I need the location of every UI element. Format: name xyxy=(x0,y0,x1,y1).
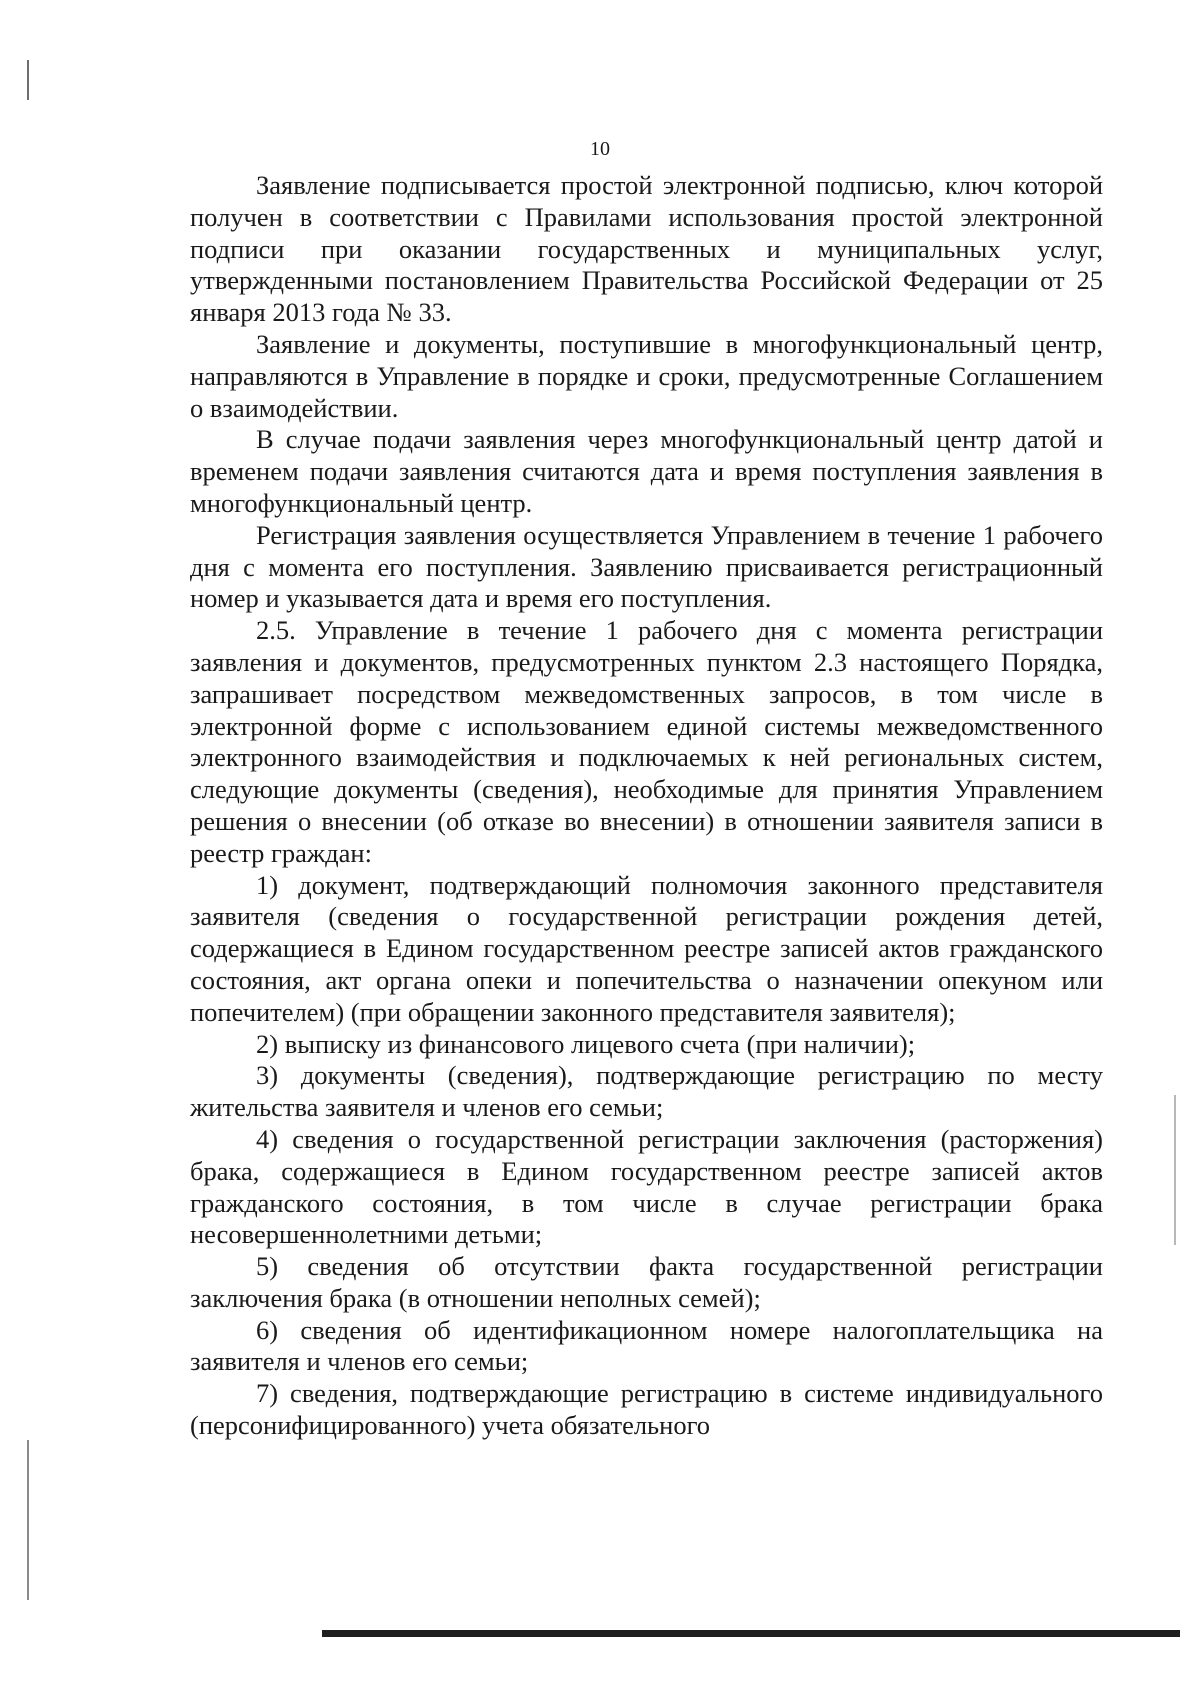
paragraph: Регистрация заявления осуществляется Управлением в течение 1 рабочего дня с момента его поступления. Заявлению присваивается регистрационный номер и указывается дата и время его поступления. xyxy=(190,519,1103,614)
paragraph: Заявление подписывается простой электронной подписью, ключ которой получен в соответствии с Правилами использования простой электронной подписи при оказании государственных и муниципальных услуг, утвержденными постановлением Правительства Российской Федерации от 25 января 2013 года № 33. xyxy=(190,170,1103,328)
document-body xyxy=(190,170,1103,1442)
list-item: 1) документ, подтверждающий полномочия законного представителя заявителя (сведения о государственной регистрации рождения детей, содержащиеся в Едином государственном реестре записей актов гражданского состояния, акт органа опеки и попечительства о назначении опекуном или попечителем) (при обращении законного представителя заявителя); xyxy=(190,869,1103,1027)
list-item: 3) документы (сведения), подтверждающие регистрацию по месту жительства заявителя и членов его семьи; xyxy=(190,1060,1103,1123)
list-item: 7) сведения, подтверждающие регистрацию в системе индивидуального (персонифицированного) учета обязательного xyxy=(190,1378,1103,1441)
page-number: 10 xyxy=(590,138,610,160)
list-item: 2) выписку из финансового лицевого счета (при наличии); xyxy=(256,1028,916,1059)
scan-edge-mark-top xyxy=(27,60,29,100)
scan-bottom-bar xyxy=(322,1630,1180,1637)
paragraph: Заявление и документы, поступившие в многофункциональный центр, направляются в Управление в порядке и сроки, предусмотренные Соглашением о взаимодействии. xyxy=(190,328,1103,423)
list-item: 5) сведения об отсутствии факта государственной регистрации заключения брака (в отношении неполных семей); xyxy=(190,1251,1103,1313)
paragraph: В случае подачи заявления через многофункциональный центр датой и временем подачи заявления считаются дата и время поступления заявления в многофункциональный центр. xyxy=(190,424,1103,518)
scan-edge-mark-right xyxy=(1174,1095,1176,1245)
paragraph: 2.5. Управление в течение 1 рабочего дня с момента регистрации заявления и документов, предусмотренных пунктом 2.3 настоящего Порядка, запрашивает посредством межведомственных запросов, в том числе в электронной форме с использованием единой системы межведомственного электронного взаимодействия и подключаемых к ней региональных систем, следующие документы (сведения), необходимые для принятия Управлением решения о внесении (об отказе во внесении) в отношении заявителя записи в реестр граждан: xyxy=(190,615,1103,868)
list-item: 6) сведения об идентификационном номере налогоплательщика на заявителя и членов его семьи; xyxy=(190,1314,1103,1377)
scan-edge-mark-bottom xyxy=(27,1440,29,1600)
list-item: 4) сведения о государственной регистрации заключения (расторжения) брака, содержащиеся в Едином государственном реестре записей актов гражданского состояния, в том числе в случае регистрации брака несовершеннолетними детьми; xyxy=(190,1123,1103,1250)
